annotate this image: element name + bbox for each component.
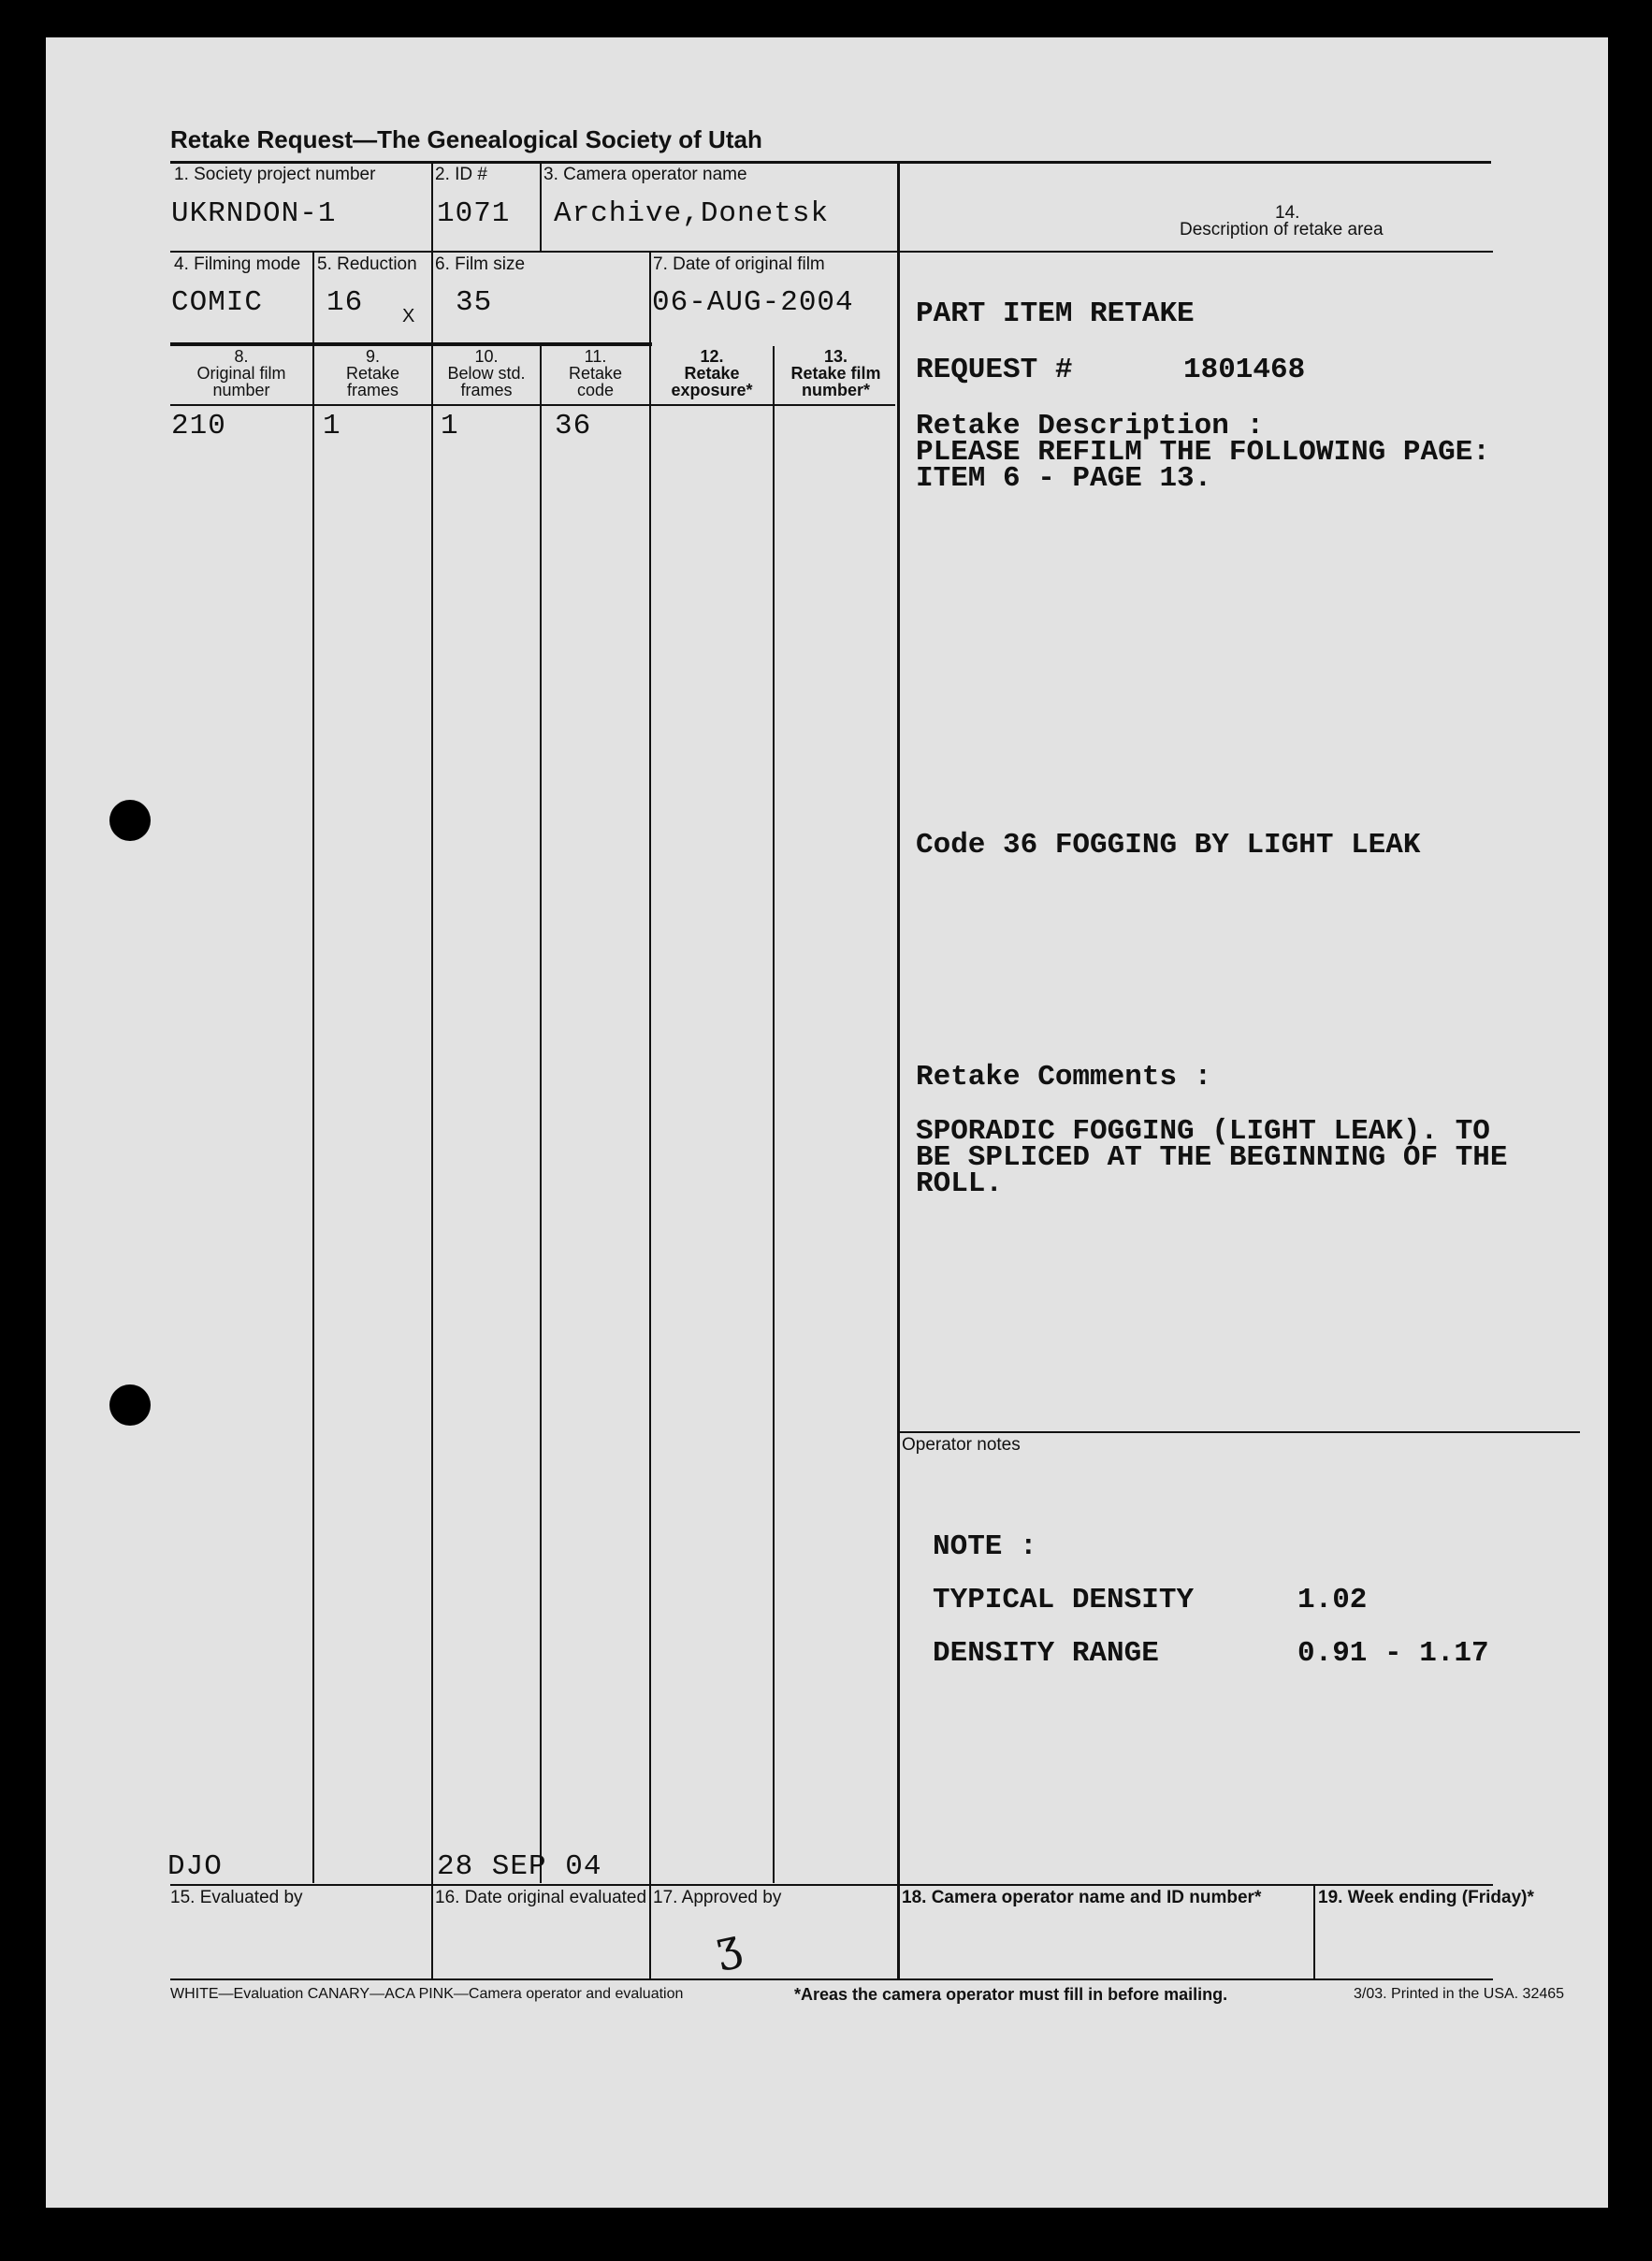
approved-by-initial: Ʒ: [712, 1926, 747, 1982]
label-filming-mode: 4. Filming mode: [174, 254, 301, 274]
rule-notes: [897, 1431, 1580, 1433]
value-retake-code: 36: [555, 410, 592, 442]
colhead-below-std-frames: 10. Below std. frames: [447, 347, 526, 399]
colhead-retake-exposure: 12. Retake exposure*: [671, 347, 753, 399]
label-week-ending: 19. Week ending (Friday)*: [1318, 1888, 1534, 1907]
label-description: Description of retake area: [1180, 220, 1384, 239]
value-original-film-number: 210: [171, 410, 226, 442]
vrule-1: [312, 251, 314, 1883]
value-operator-name: Archive,Donetsk: [554, 197, 830, 230]
desc-request-number: 1801468: [1183, 354, 1306, 386]
rule-row1: [170, 251, 1493, 253]
footer-copies: WHITE—Evaluation CANARY—ACA PINK—Camera operator and evaluation: [170, 1986, 684, 2002]
punch-hole-bottom: [109, 1384, 151, 1426]
label-date-evaluated: 16. Date original evaluated: [435, 1888, 647, 1907]
vrule-5: [773, 346, 775, 1883]
note-typical-value: 1.02: [1297, 1584, 1368, 1616]
value-date-evaluated: 28 SEP 04: [437, 1850, 602, 1883]
desc-comments-1: SPORADIC FOGGING (LIGHT LEAK). TO: [916, 1115, 1490, 1148]
label-operator-notes: Operator notes: [902, 1435, 1021, 1455]
vrule-3: [540, 163, 542, 253]
label-reduction: 5. Reduction: [317, 254, 417, 274]
desc-retake-description-label: Retake Description :: [916, 410, 1265, 442]
value-reduction: 16: [326, 286, 364, 319]
reduction-mark: X: [402, 306, 415, 326]
note-range-label: DENSITY RANGE: [933, 1637, 1159, 1670]
colhead-retake-frames: 9. Retake frames: [345, 347, 400, 399]
rule-bottom: [170, 1884, 1493, 1886]
vrule-2: [431, 163, 433, 1978]
note-typical-label: TYPICAL DENSITY: [933, 1584, 1195, 1616]
punch-hole-top: [109, 800, 151, 841]
label-project-number: 1. Society project number: [174, 165, 376, 184]
desc-retake-description-2: ITEM 6 - PAGE 13.: [916, 462, 1212, 495]
colhead-original-film-number: 8. Original film number: [196, 347, 286, 399]
label-operator-name: 3. Camera operator name: [543, 165, 747, 184]
desc-comments-2: BE SPLICED AT THE BEGINNING OF THE: [916, 1141, 1508, 1174]
footer-required: *Areas the camera operator must fill in before mailing.: [794, 1985, 1228, 2004]
desc-part-item-retake: PART ITEM RETAKE: [916, 297, 1195, 330]
desc-comments-3: ROLL.: [916, 1167, 1004, 1200]
desc-code-line: Code 36 FOGGING BY LIGHT LEAK: [916, 829, 1421, 862]
label-camera-operator-id: 18. Camera operator name and ID number*: [902, 1888, 1262, 1907]
vrule-6: [897, 163, 900, 1978]
value-below-std-frames: 1: [441, 410, 459, 442]
value-film-size: 35: [456, 286, 493, 319]
label-evaluated-by: 15. Evaluated by: [170, 1888, 303, 1907]
rule-colhead: [170, 404, 895, 406]
vrule-3b: [540, 346, 542, 1883]
rule-footer: [170, 1978, 1493, 1980]
value-retake-frames: 1: [323, 410, 341, 442]
label-approved-by: 17. Approved by: [653, 1888, 782, 1907]
footer-printed: 3/03. Printed in the USA. 32465: [1354, 1986, 1565, 2002]
value-evaluated-by: DJO: [167, 1850, 223, 1883]
label-date-original: 7. Date of original film: [653, 254, 825, 274]
colhead-retake-code: 11. Retake code: [568, 347, 623, 399]
label-description-num: 14.: [1275, 203, 1300, 223]
note-range-value: 0.91 - 1.17: [1297, 1637, 1489, 1670]
form-page: [46, 37, 1608, 2208]
vrule-4: [649, 251, 651, 1978]
value-filming-mode: COMIC: [171, 286, 264, 319]
rule-title: [170, 161, 1491, 164]
label-film-size: 6. Film size: [435, 254, 526, 274]
vrule-7: [1313, 1884, 1315, 1978]
label-id: 2. ID #: [435, 165, 487, 184]
rule-row2: [170, 342, 652, 346]
value-date-original: 06-AUG-2004: [652, 286, 854, 319]
form-title: Retake Request—The Genealogical Society of Utah: [170, 125, 762, 153]
colhead-retake-film-number: 13. Retake film number*: [790, 347, 881, 399]
value-project-number: UKRNDON-1: [171, 197, 337, 230]
desc-comments-label: Retake Comments :: [916, 1061, 1212, 1094]
desc-retake-description-1: PLEASE REFILM THE FOLLOWING PAGE:: [916, 436, 1490, 469]
note-label: NOTE :: [933, 1530, 1037, 1563]
desc-request-label: REQUEST #: [916, 354, 1073, 386]
value-id: 1071: [437, 197, 511, 230]
